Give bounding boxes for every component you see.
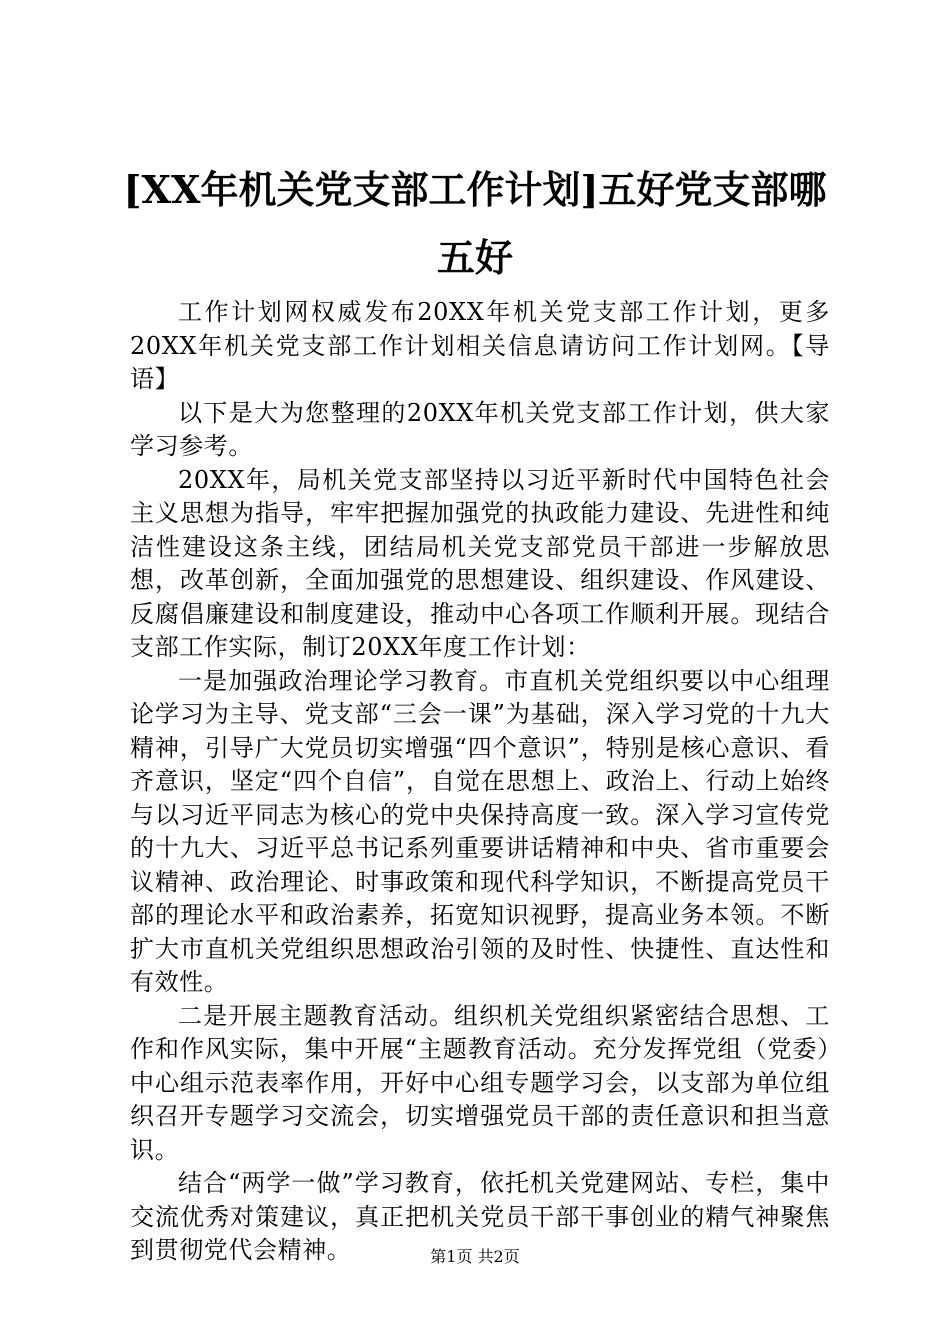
page-footer: 第1页 共2页 (430, 1247, 520, 1266)
paragraph-lead: 以下是大为您整理的20XX年机关党支部工作计划，供大家学习参考。 (130, 398, 830, 460)
paragraph-overview: 20XX年，局机关党支部坚持以习近平新时代中国特色社会主义思想为指导，牢牢把握加强党的执政能力建设、先进性和纯洁性建设这条主线，团结局机关党支部党员干部进一步解放思想，改革创新，全面加强党的思想建设、组织建设、作风建设、反腐倡廉建设和制度建设，推动中心各项工作顺利开展。现结合支部工作实际，制订20XX年度工作计划： (130, 465, 830, 661)
paragraph-intro: 工作计划网权威发布20XX年机关党支部工作计划，更多20XX年机关党支部工作计划相关信息请访问工作计划网。【导语】 (130, 298, 830, 393)
paragraph-item-2: 二是开展主题教育活动。组织机关党组织紧密结合思想、工作和作风实际，集中开展“主题教育活动。充分发挥党组（党委）中心组示范表率作用，开好中心组专题学习会，以支部为单位组织召开专题学习交流会，切实增强党员干部的责任意识和担当意识。 (130, 1001, 830, 1164)
paragraph-item-1: 一是加强政治理论学习教育。市直机关党组织要以中心组理论学习为主导、党支部“三会一课”为基础，深入学习党的十九大精神，引导广大党员切实增强“四个意识”，特别是核心意识、看齐意识，坚定“四个自信”，自觉在思想上、政治上、行动上始终与以习近平同志为核心的党中央保持高度一致。深入学习宣传党的十九大、习近平总书记系列重要讲话精神和中央、省市重要会议精神、政治理论、时事政策和现代科学知识，不断提高党员干部的理论水平和政治素养，拓宽知识视野，提高业务本领。不断扩大市直机关党组织思想政治引领的及时性、快捷性、直达性和有效性。 (130, 666, 830, 996)
paragraph-item-3: 结合“两学一做”学习教育，依托机关党建网站、专栏，集中交流优秀对策建议，真正把机关党员干部干事创业的精气神聚焦到贯彻党代会精神。 (130, 1169, 830, 1264)
document-title: [XX年机关党支部工作计划]五好党支部哪五好 (123, 167, 827, 280)
document-body (130, 296, 830, 1268)
